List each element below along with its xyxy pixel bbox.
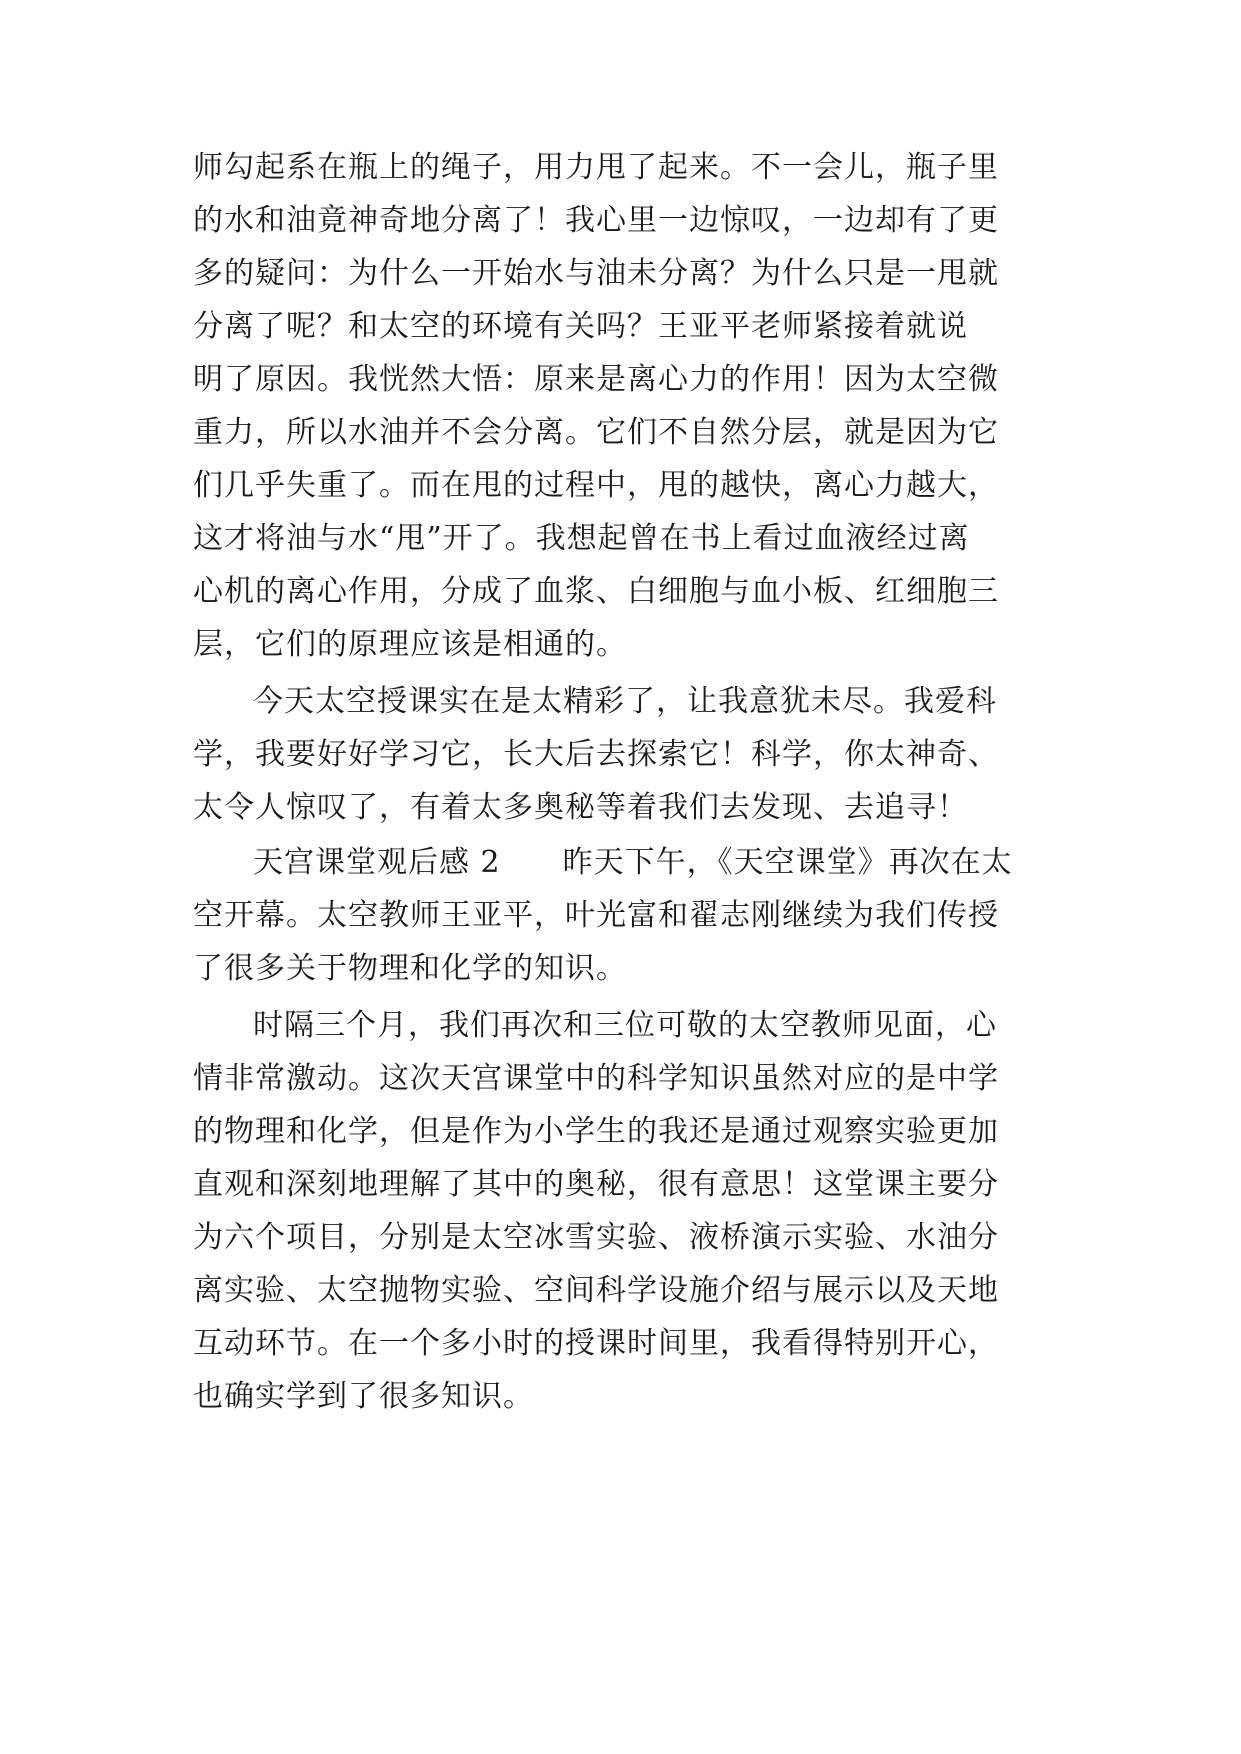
- text-line: 直观和深刻地理解了其中的奥秘，很有意思！这堂课主要分: [193, 1167, 999, 1202]
- text-line: 离实验、太空抛物实验、空间科学设施介绍与展示以及天地: [193, 1273, 999, 1308]
- text-line: 层，它们的原理应该是相通的。: [193, 627, 627, 662]
- text-line: 多的疑问：为什么一开始水与油未分离？为什么只是一甩就: [193, 256, 999, 291]
- text-line: 分离了呢？和太空的环境有关吗？王亚平老师紧接着就说: [193, 309, 968, 344]
- text-line: 互动环节。在一个多小时的授课时间里，我看得特别开心，: [193, 1326, 999, 1361]
- text-line: 重力，所以水油并不会分离。它们不自然分层，就是因为它: [193, 415, 999, 450]
- text-line: 的物理和化学，但是作为小学生的我还是通过观察实验更加: [193, 1114, 999, 1149]
- text-line: 情非常激动。这次天宫课堂中的科学知识虽然对应的是中学: [193, 1061, 999, 1096]
- text-line: 的水和油竟神奇地分离了！我心里一边惊叹，一边却有了更: [193, 203, 999, 238]
- text-line: 空开幕。太空教师王亚平，叶光富和翟志刚继续为我们传授: [193, 898, 999, 933]
- text-line: 也确实学到了很多知识。: [193, 1379, 534, 1414]
- text-line: 了很多关于物理和化学的知识。: [193, 951, 627, 986]
- section-heading-line: 天宫课堂观后感 2 昨天下午，《天空课堂》再次在太: [253, 845, 1013, 880]
- paragraph-first-line: 今天太空授课实在是太精彩了，让我意犹未尽。我爱科: [253, 684, 997, 719]
- paragraph-first-line: 时隔三个月，我们再次和三位可敬的太空教师见面，心: [253, 1008, 997, 1043]
- text-line: 师勾起系在瓶上的绳子，用力甩了起来。不一会儿，瓶子里: [193, 150, 999, 185]
- text-line: 们几乎失重了。而在甩的过程中，甩的越快，离心力越大，: [193, 468, 999, 503]
- text-line: 学，我要好好学习它，长大后去探索它！科学，你太神奇、: [193, 737, 999, 772]
- text-line: 太令人惊叹了，有着太多奥秘等着我们去发现、去追寻！: [193, 790, 968, 825]
- text-line: 为六个项目，分别是太空冰雪实验、液桥演示实验、水油分: [193, 1220, 999, 1255]
- text-line: 这才将油与水“甩”开了。我想起曾在书上看过血液经过离: [193, 521, 970, 556]
- text-line: 明了原因。我恍然大悟：原来是离心力的作用！因为太空微: [193, 362, 999, 397]
- text-line: 心机的离心作用，分成了血浆、白细胞与血小板、红细胞三: [193, 574, 999, 609]
